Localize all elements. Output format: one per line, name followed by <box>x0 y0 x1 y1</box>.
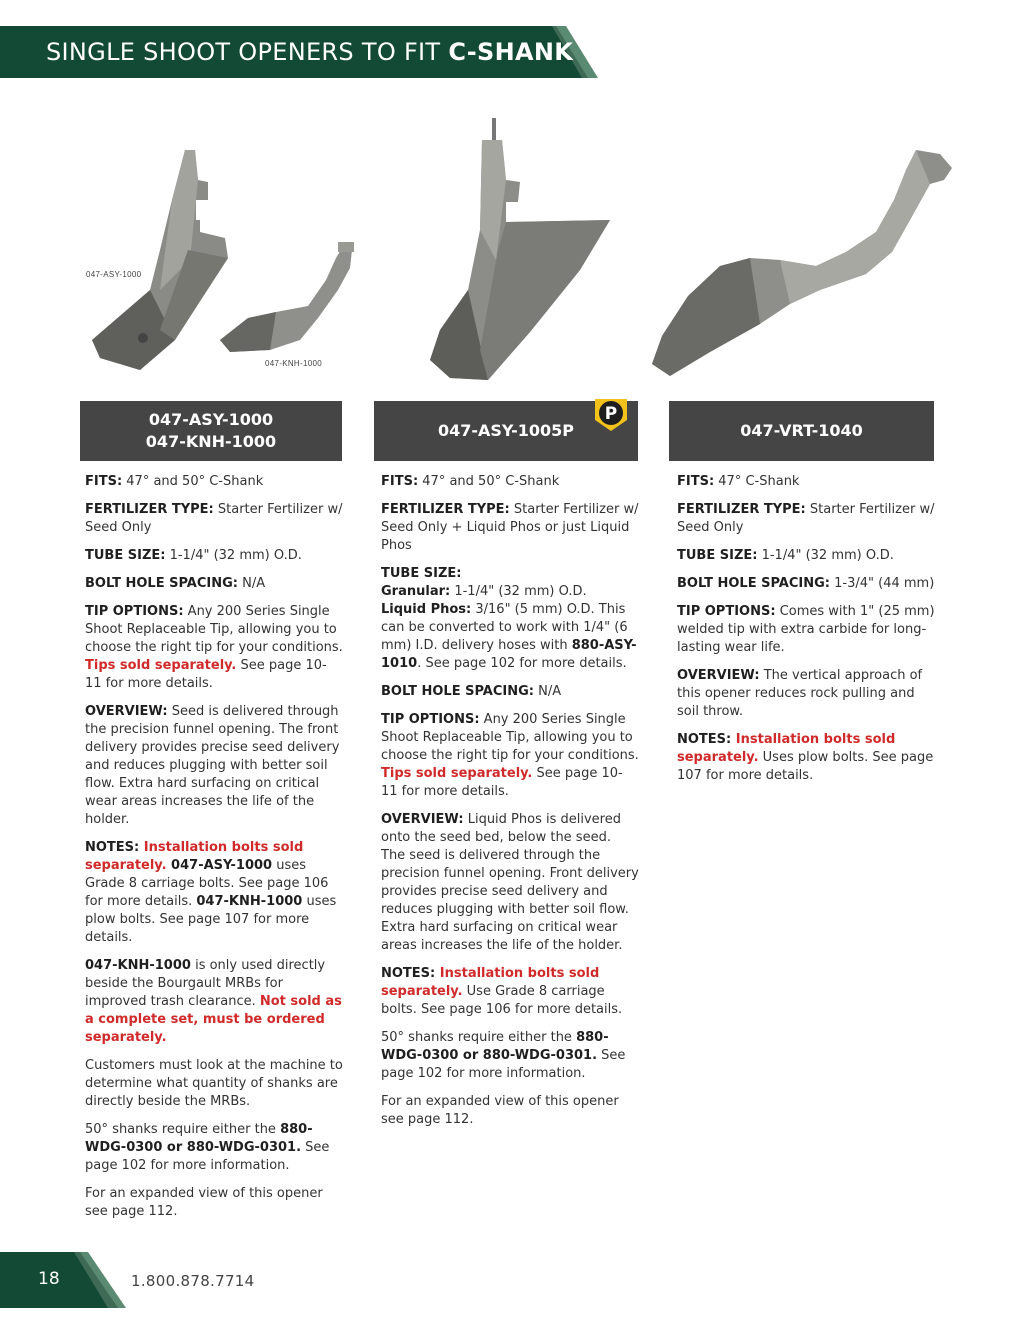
spec-notes: NOTES: Installation bolts sold separately. Uses plow bolts. See page 107 for more details. <box>677 732 934 783</box>
spec-notes: NOTES: Installation bolts sold separately. 047-ASY-1000 uses Grade 8 carriage bolts. See page 106 for more details. 047-KNH-1000 uses plow bolts. See page 107 for more details. <box>85 840 337 945</box>
spec-fertilizer-type: FERTILIZER TYPE: Starter Fertilizer w/ Seed Only <box>677 502 935 535</box>
page-title: SINGLE SHOOT OPENERS TO FIT C-SHANK <box>46 38 574 66</box>
product-sku-knh-1000: 047-KNH-1000 <box>145 432 277 451</box>
spec-fits: FITS: 47° and 50° C-Shank <box>381 474 560 489</box>
spec-column-1 <box>85 473 343 1231</box>
spec-bolt-hole-spacing: BOLT HOLE SPACING: 1-3/4" (44 mm) <box>677 576 935 591</box>
spec-column-2 <box>381 473 639 1139</box>
spec-tube-size: TUBE SIZE: 1-1/4" (32 mm) O.D. <box>677 548 894 563</box>
spec-tip-options: TIP OPTIONS: Comes with 1" (25 mm) welded tip with extra carbide for long-lasting wear life. <box>677 604 935 655</box>
spec-column-3 <box>677 473 935 795</box>
product-image-047-vrt-1040 <box>640 140 960 390</box>
header-banner <box>0 26 600 78</box>
spec-overview: OVERVIEW: Seed is delivered through the precision funnel opening. The front delivery provides precise seed delivery and reduces plugging with better soil flow. Extra hard surfacing on critical wear areas increases the life of the holder. <box>85 704 340 827</box>
spec-bolt-hole-spacing: BOLT HOLE SPACING: N/A <box>381 684 562 699</box>
product-header-1 <box>80 401 342 461</box>
spec-wedge-note: 50° shanks require either the 880-WDG-0300 or 880-WDG-0301. See page 102 for more information. <box>85 1122 330 1173</box>
spec-notes: NOTES: Installation bolts sold separately. Use Grade 8 carriage bolts. See page 106 for more details. <box>381 966 623 1017</box>
spec-expanded-view: For an expanded view of this opener see page 112. <box>381 1094 619 1127</box>
spec-knh-note: 047-KNH-1000 is only used directly beside the Bourgault MRBs for improved trash clearance. Not sold as a complete set, must be ordered separately. <box>85 958 342 1045</box>
image-label-knh: 047-KNH-1000 <box>265 359 322 368</box>
spec-fits: FITS: 47° C-Shank <box>677 474 800 489</box>
spec-bolt-hole-spacing: BOLT HOLE SPACING: N/A <box>85 576 266 591</box>
page-number: 18 <box>38 1269 60 1289</box>
spec-overview: OVERVIEW: Liquid Phos is delivered onto the seed bed, below the seed. The seed is delivered through the precision funnel opening. Front delivery provides precise seed delivery and reduces plugging with better soil flow. Extra hard surfacing on critical wear areas increases the life of the holder. <box>381 812 639 953</box>
spec-tip-options: TIP OPTIONS: Any 200 Series Single Shoot Replaceable Tip, allowing you to choose the right tip for your conditions. Tips sold separately. See page 10-11 for more details. <box>381 712 639 799</box>
product-sku-vrt-1040: 047-VRT-1040 <box>740 421 863 440</box>
product-sku-asy-1000: 047-ASY-1000 <box>148 410 274 429</box>
spec-tip-options: TIP OPTIONS: Any 200 Series Single Shoot Replaceable Tip, allowing you to choose the right tip for your conditions. Tips sold separately. See page 10-11 for more details. <box>85 604 343 691</box>
spec-customer-note: Customers must look at the machine to determine what quantity of shanks are directly beside the MRBs. <box>85 1058 343 1109</box>
spec-fertilizer-type: FERTILIZER TYPE: Starter Fertilizer w/ Seed Only + Liquid Phos or just Liquid Phos <box>381 502 639 553</box>
svg-text:P: P <box>604 404 618 424</box>
product-image-047-asy-1005p <box>380 110 640 395</box>
p-badge-icon <box>592 396 630 434</box>
product-sku-asy-1005p: 047-ASY-1005P <box>437 421 575 440</box>
spec-tube-size: TUBE SIZE: Granular: 1-1/4" (32 mm) O.D. Liquid Phos: 3/16" (5 mm) O.D. This can be converted to work with 1/4" (6 mm) I.D. delivery hoses with 880-ASY-1010. See page 102 for more details. <box>381 566 637 671</box>
spec-fertilizer-type: FERTILIZER TYPE: Starter Fertilizer w/ Seed Only <box>85 502 343 535</box>
product-header-3 <box>669 401 934 461</box>
spec-overview: OVERVIEW: The vertical approach of this opener reduces rock pulling and soil throw. <box>677 668 923 719</box>
footer-tab <box>0 1252 130 1308</box>
phone-number: 1.800.878.7714 <box>131 1272 255 1290</box>
image-label-asy: 047-ASY-1000 <box>86 270 142 279</box>
spec-tube-size: TUBE SIZE: 1-1/4" (32 mm) O.D. <box>85 548 302 563</box>
spec-fits: FITS: 47° and 50° C-Shank <box>85 474 264 489</box>
product-image-047-asy-1000 <box>80 140 360 390</box>
spec-expanded-view: For an expanded view of this opener see page 112. <box>85 1186 323 1219</box>
spec-wedge-note: 50° shanks require either the 880-WDG-0300 or 880-WDG-0301. See page 102 for more information. <box>381 1030 626 1081</box>
